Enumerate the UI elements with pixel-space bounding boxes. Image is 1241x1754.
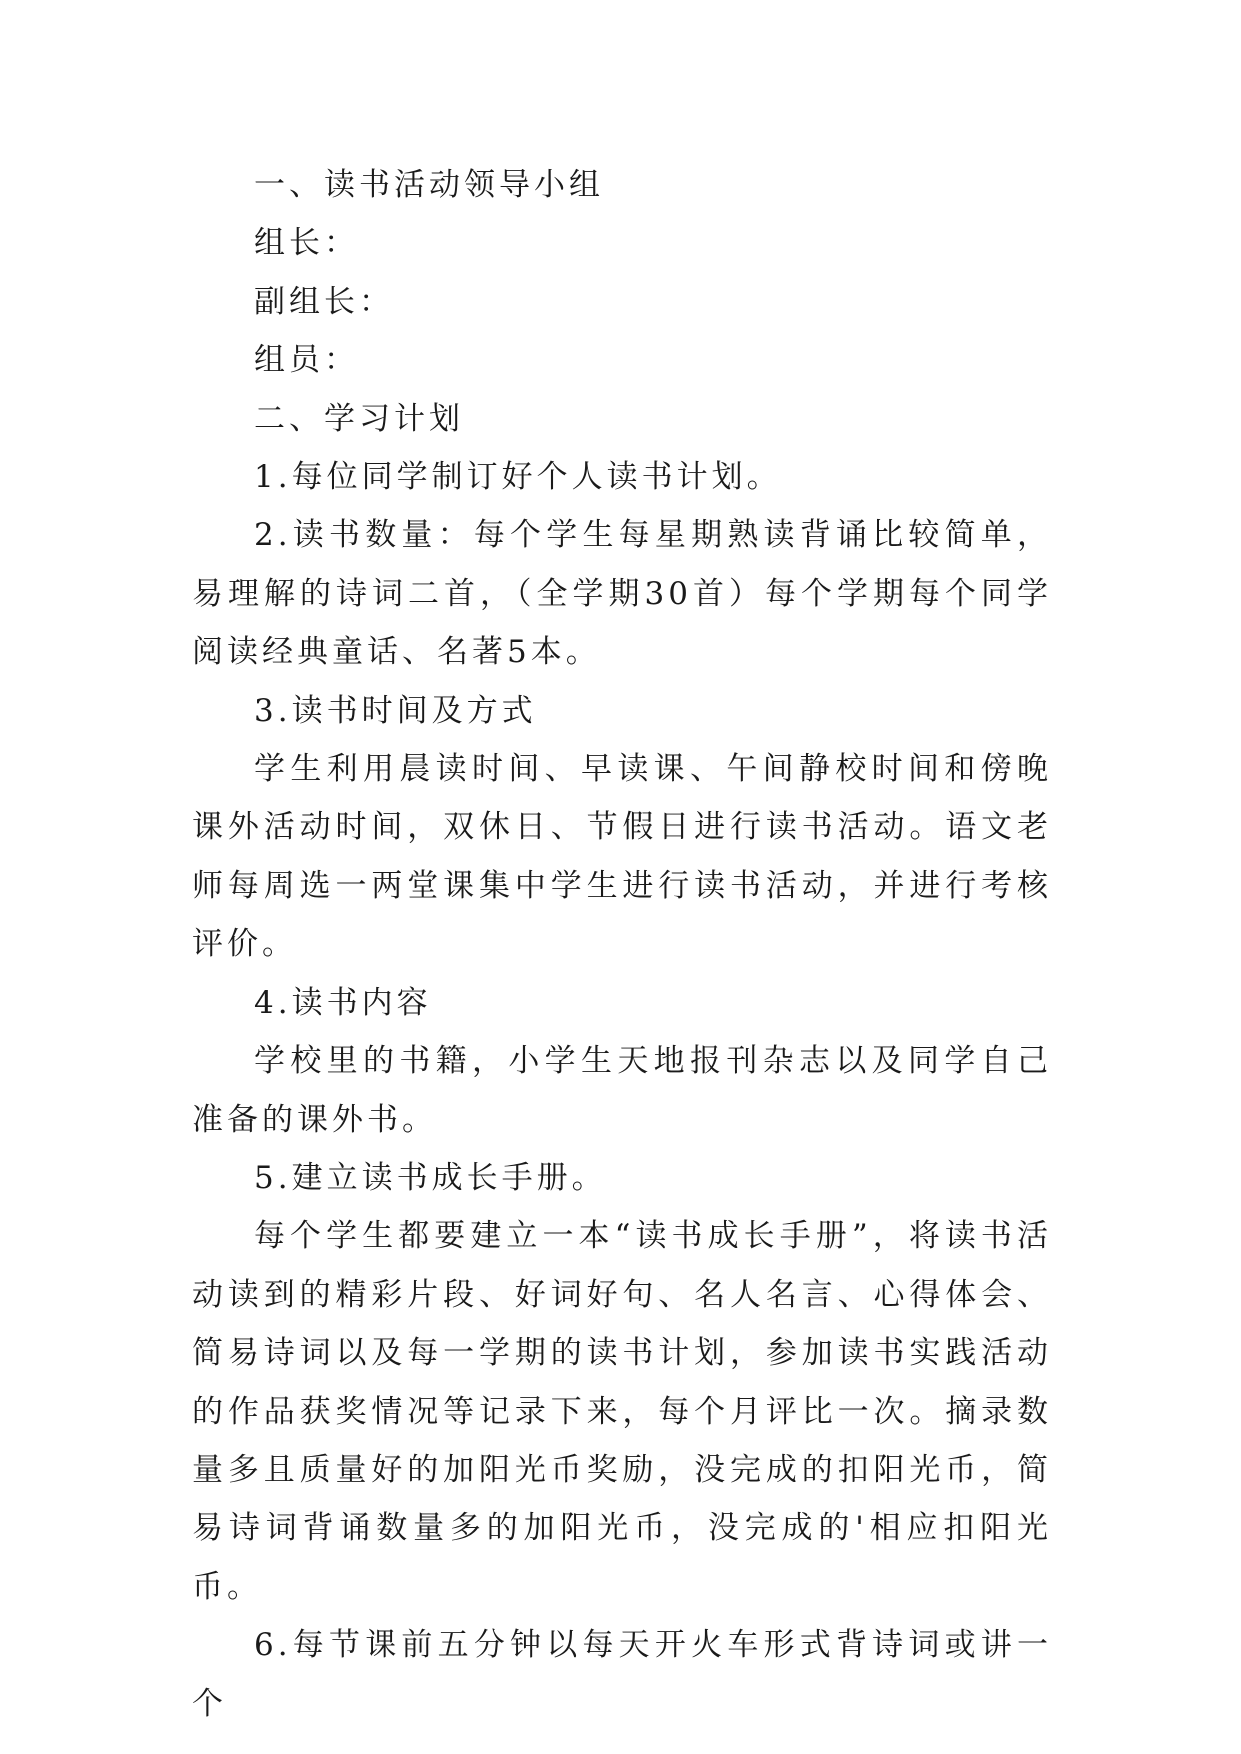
line-group-leader: 组长： <box>254 225 359 262</box>
item-4-heading: 4.读书内容 <box>254 984 432 1021</box>
line-members: 组员： <box>254 342 359 379</box>
heading-leadership-group: 一、读书活动领导小组 <box>254 167 604 203</box>
line-deputy-leader: 副组长： <box>254 283 394 320</box>
item-3-body: 学生利用晨读时间、早读课、午间静校时间和傍晚课外活动时间，双休日、节假日进行读书活动。语文老师每周选一两堂课集中学生进行读书活动，并进行考核评价。 <box>192 751 1052 963</box>
item-4-body: 学校里的书籍，小学生天地报刊杂志以及同学自己准备的课外书。 <box>192 1043 1052 1138</box>
item-1-reading-plan: 1.每位同学制订好个人读书计划。 <box>254 459 782 496</box>
item-5-heading: 5.建立读书成长手册。 <box>254 1159 607 1196</box>
item-2-reading-quantity: 2.读书数量：每个学生每星期熟读背诵比较简单，易理解的诗词二首，（全学期30首）每个学期每个同学阅读经典童话、名著5本。 <box>192 517 1052 671</box>
heading-study-plan: 二、学习计划 <box>254 400 464 437</box>
item-5-body: 每个学生都要建立一本“读书成长手册”，将读书活动读到的精彩片段、好词好句、名人名言、心得体会、简易诗词以及每一学期的读书计划，参加读书实践活动的作品获奖情况等记录下来，每个月评比一次。摘录数量多且质量好的加阳光币奖励，没完成的扣阳光币，简易诗词背诵数量多的加阳光币，没完成的'相应扣阳光币。 <box>192 1218 1052 1605</box>
item-6-body: 6.每节课前五分钟以每天开火车形式背诗词或讲一个 <box>192 1627 1052 1722</box>
document-page <box>192 156 1052 1733</box>
item-3-heading: 3.读书时间及方式 <box>254 692 537 729</box>
